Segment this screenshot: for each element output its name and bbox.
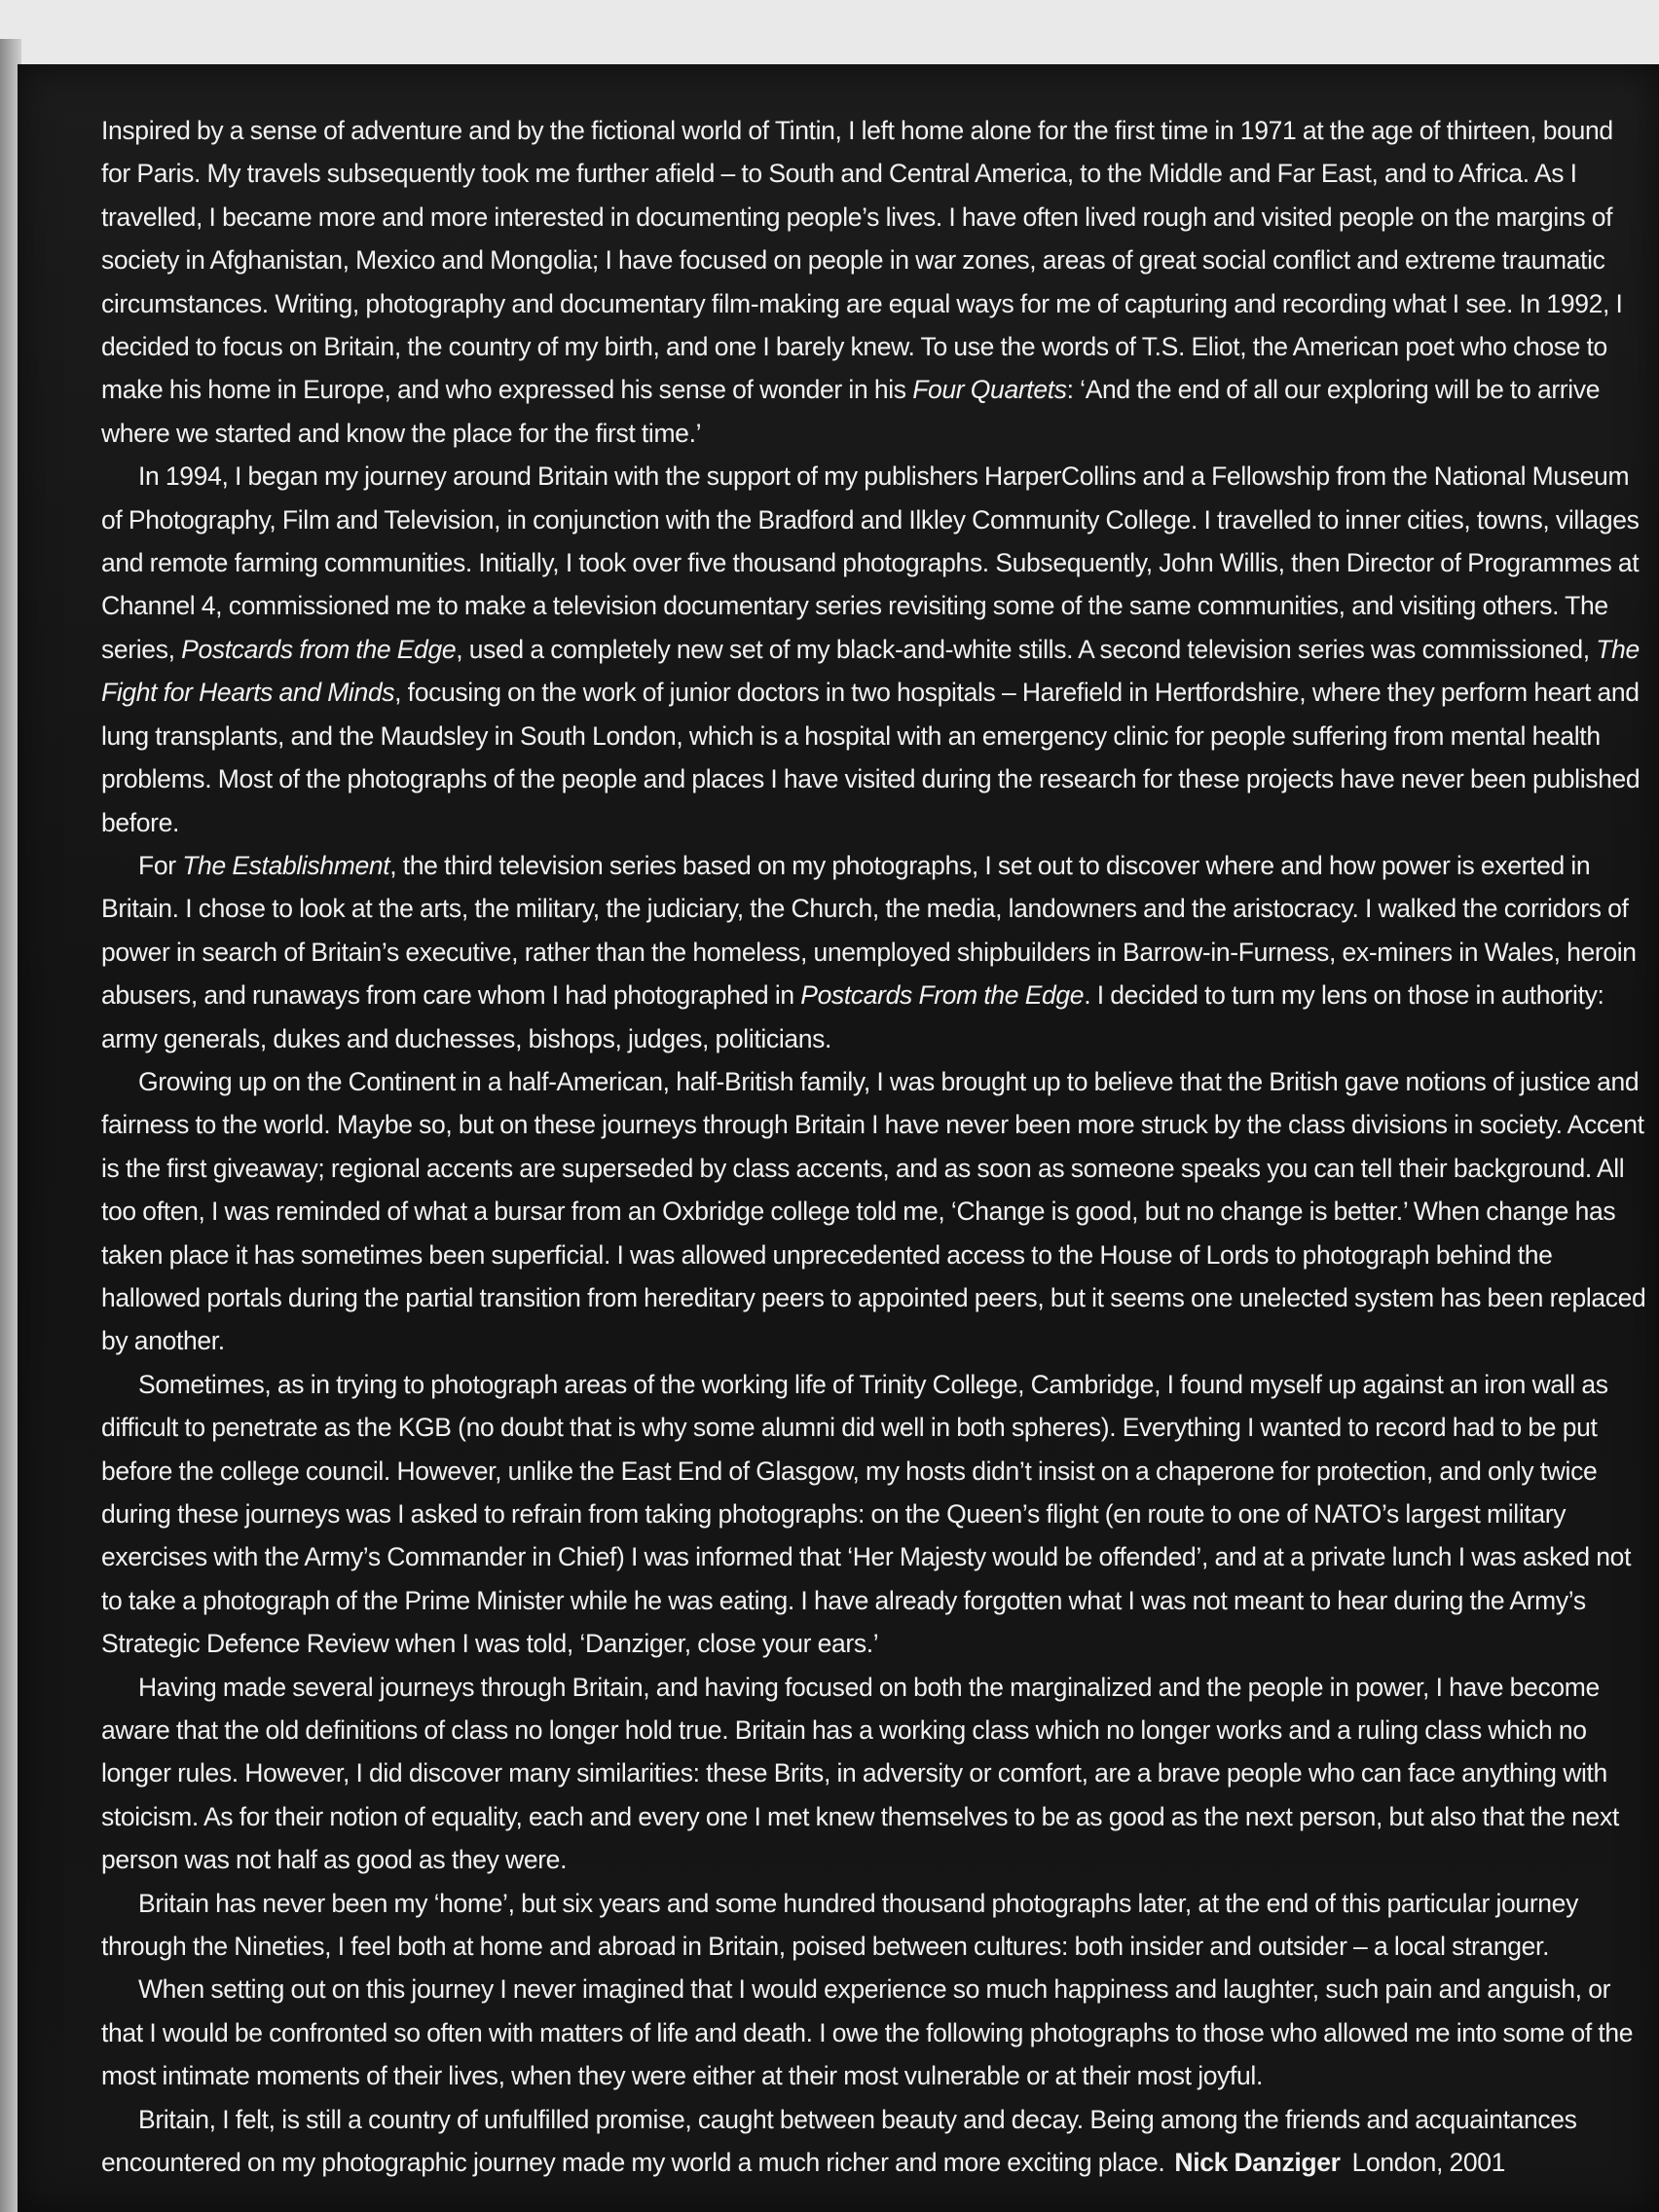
text-run: Having made several journeys through Britain, and having focused on both the marginalized and the people in power, I have become aware that the old definitions of class no longer hold true. Britain has a working class which no longer works and a ruling class which no longer rules. However, I did discover many similarities: these Brits, in adversity or comfort, are a brave people who can face anything with stoicism. As for their notion of equality, each and every one I met knew themselves to be as good as the next person, but also that the next person was not half as good as they were. [101,1672,1619,1875]
text-run: , the third television series based on my photographs, I set out to discover where and how power is exerted in Britain. I chose to look at the arts, the military, the judiciary, the Church, the media, landowners and the aristocracy. I walked the corridors of power in search of Britain’s executive, rather than the homeless, unemployed shipbuilders in Barrow-in-Furness, ex-miners in Wales, heroin abusers, and runaways from care whom I had photographed in [101,850,1637,1011]
text-run: For [138,850,183,880]
text-run: Inspired by a sense of adventure and by the fictional world of Tintin, I left home alone for the first time in 1971 at the age of thirteen, bound for Paris. My travels subsequently took me further afield – to South and Central America, to the Middle and Far East, and to Africa. As I travelled, I became more and more interested in documenting people’s lives. I have often lived rough and visited people on the margins of society in Afghanistan, Mexico and Mongolia; I have focused on people in war zones, areas of great social conflict and extreme traumatic circumstances. Writing, photography and documentary film-making are equal ways for me of capturing and recording what I see. In 1992, I decided to focus on Britain, the country of my birth, and one I barely knew. To use the words of T.S. Eliot, the American poet who chose to make his home in Europe, and who expressed his sense of wonder in his [101,116,1623,405]
paragraph [101,2098,1647,2185]
italic-title: The Fight for Hearts and Minds [101,634,1640,708]
text-run: , used a completely new set of my black-and-white stills. A second television series was commissioned, [456,634,1597,664]
text-run: Britain, I felt, is still a country of unfulfilled promise, caught between beauty and decay. Being among the friends and acquaintances encountered on my photographic journey made my world a much richer and more exciting place. [101,2104,1577,2178]
italic-title: The Establishment [182,850,390,880]
signature-place-date: London, 2001 [1351,2148,1506,2178]
text-run: . I decided to turn my lens on those in authority: army generals, dukes and duchesses, bishops, judges, politicians. [101,980,1604,1053]
book-page [18,64,1659,2212]
paragraph [101,109,1647,455]
text-run: Growing up on the Continent in a half-American, half-British family, I was brought up to believe that the British gave notions of justice and fairness to the world. Maybe so, but on these journeys through Britain I have never been more struck by the class divisions in society. Accent is the first giveaway; regional accents are superseded by class accents, and as soon as someone speaks you can tell their background. All too often, I was reminded of what a bursar from an Oxbridge college told me, ‘Change is good, but no change is better.’ When change has taken place it has sometimes been superficial. I was allowed unprecedented access to the House of Lords to photograph behind the hallowed portals during the partial transition from hereditary peers to appointed peers, but it seems one unelected system has been replaced by another. [101,1066,1646,1356]
text-run: : ‘And the end of all our exploring will be to arrive where we started and know the place for the first time.’ [101,375,1601,448]
text-run: Britain has never been my ‘home’, but six years and some hundred thousand photographs later, at the end of this particular journey through the Nineties, I feel both at home and abroad in Britain, poised between cultures: both insider and outsider – a local stranger. [101,1888,1578,1962]
paragraph [101,1882,1647,1969]
paragraph [101,455,1647,844]
italic-title: Four Quartets [912,375,1067,405]
paragraph [101,844,1647,1060]
paragraph [101,1363,1647,1666]
italic-title: Postcards From the Edge [800,980,1085,1011]
text-run: When setting out on this journey I never imagined that I would experience so much happiness and laughter, such pain and anguish, or that I would be confronted so often with matters of life and death. I owe the following photographs to those who allowed me into some of the most intimate moments of their lives, when they were either at their most vulnerable or at their most joyful. [101,1974,1634,2091]
body-text [101,109,1647,2185]
paragraph [101,1666,1647,1882]
signature-name: Nick Danziger [1174,2148,1341,2178]
text-run: Sometimes, as in trying to photograph areas of the working life of Trinity College, Cambridge, I found myself up against an iron wall as difficult to penetrate as the KGB (no doubt that is why some alumni did well in both spheres). Everything I wanted to record had to be put before the college council. However, unlike the East End of Glasgow, my hosts didn’t insist on a chaperone for protection, and only twice during these journeys was I asked to refrain from taking photographs: on the Queen’s flight (en route to one of NATO’s largest military exercises with the Army’s Commander in Chief) I was informed that ‘Her Majesty would be offended’, and at a private lunch I was asked not to take a photograph of the Prime Minister while he was eating. I have already forgotten what I was not meant to hear during the Army’s Strategic Defence Review when I was told, ‘Danziger, close your ears.’ [101,1369,1632,1659]
italic-title: Postcards from the Edge [181,634,457,664]
paragraph [101,1060,1647,1363]
text-run: , focusing on the work of junior doctors in two hospitals – Harefield in Hertfordshire, where they perform heart and lung transplants, and the Maudsley in South London, which is a hospital with an emergency clinic for people suffering from mental health problems. Most of the photographs of the people and places I have visited during the research for these projects have never been published before. [101,678,1641,837]
text-run: In 1994, I began my journey around Britain with the support of my publishers HarperCollins and a Fellowship from the National Museum of Photography, Film and Television, in conjunction with the Bradford and Ilkley Community College. I travelled to inner cities, towns, villages and remote farming communities. Initially, I took over five thousand photographs. Subsequently, John Willis, then Director of Programmes at Channel 4, commissioned me to make a television documentary series revisiting some of the same communities, and visiting others. The series, [101,461,1640,664]
paragraph [101,1968,1647,2097]
